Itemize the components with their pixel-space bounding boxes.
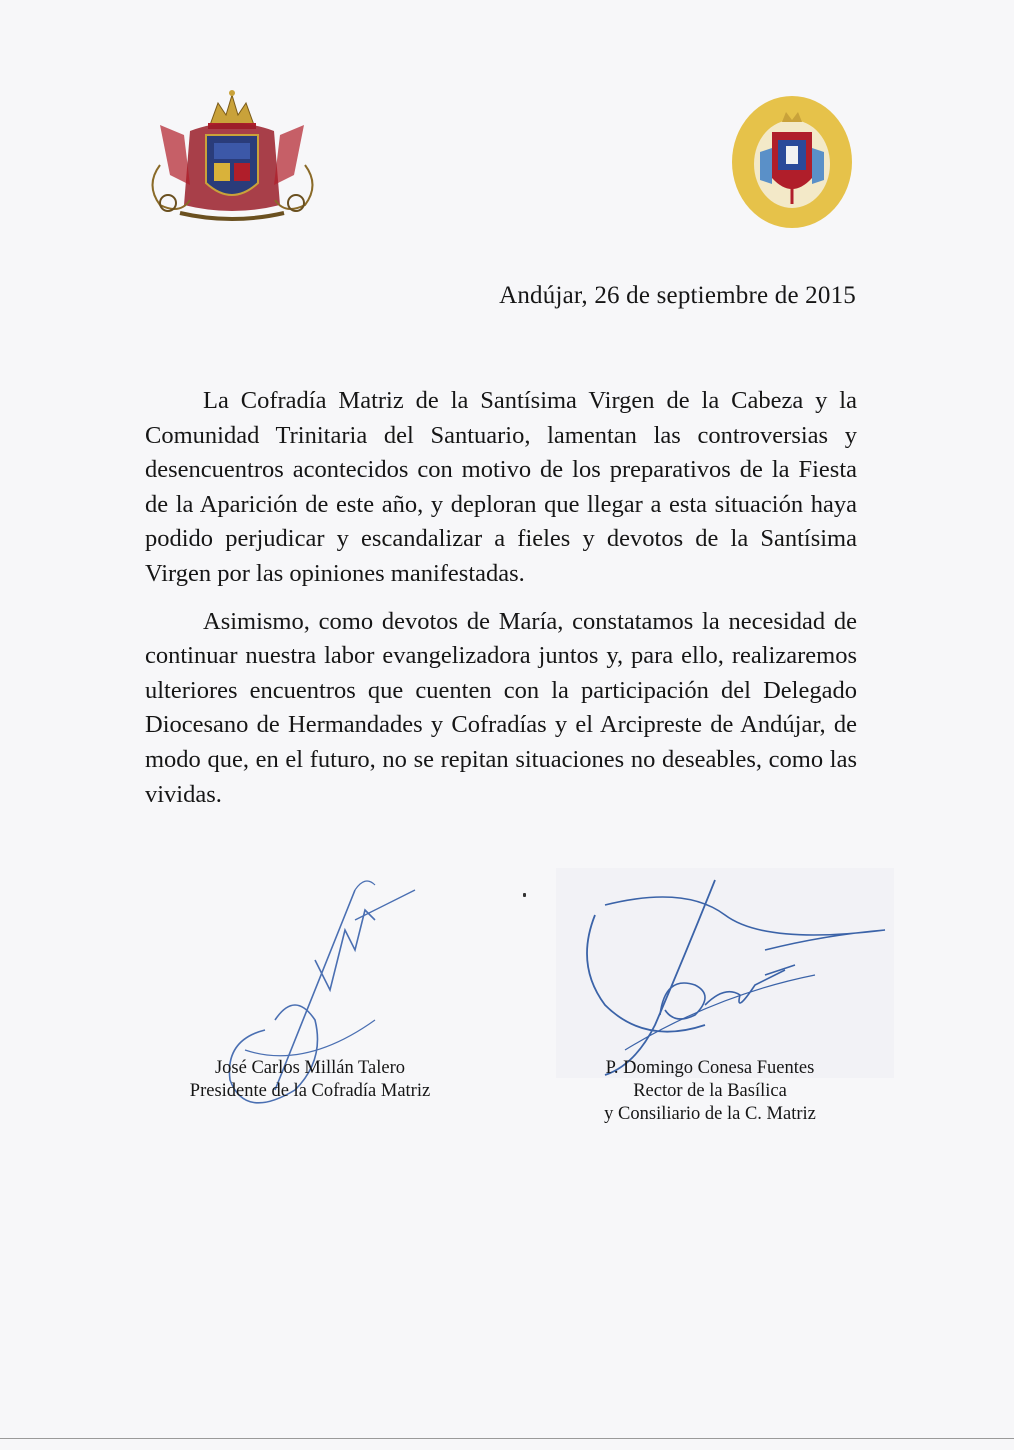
letter-date: Andújar, 26 de septiembre de 2015 <box>499 282 856 309</box>
paragraph-1: La Cofradía Matriz de la Santísima Virgen de la Cabeza y la Comunidad Trinitaria del Santuario, lamentan las controversias y desencuentros acontecidos con motivo de los preparativos de la Fiesta de la Aparición de este año, y deploran que llegar a esta situación haya podido perjudicar y escandalizar a fieles y devotos de la Santísima Virgen por las opiniones manifestadas. <box>145 387 857 587</box>
signatory-left-name: José Carlos Millán Talero <box>214 1058 405 1078</box>
basilica-seal-icon <box>728 92 856 232</box>
signatory-right-title-1: Rector de la Basílica <box>633 1081 787 1101</box>
signatory-right-title-2: y Consiliario de la C. Matriz <box>604 1104 816 1124</box>
signatory-right-name: P. Domingo Conesa Fuentes <box>605 1058 815 1078</box>
signatory-left-title: Presidente de la Cofradía Matriz <box>189 1081 431 1101</box>
signatory-right <box>560 1057 860 1126</box>
signatory-left <box>160 1057 460 1103</box>
page-edge-line <box>0 1438 1014 1439</box>
coat-of-arms-icon <box>140 85 325 235</box>
paragraph-2: Asimismo, como devotos de María, constatamos la necesidad de continuar nuestra labor evangelizadora juntos y, para ello, realizaremos ulteriores encuentros que cuenten con la participación del Delegado Diocesano de Hermandades y Cofradías y el Arcipreste de Andújar, de modo que, en el futuro, no se repitan situaciones no deseables, como las vividas. <box>145 607 857 808</box>
signature-right <box>565 875 895 1080</box>
letter-body <box>145 384 857 825</box>
ink-dot <box>523 893 526 897</box>
